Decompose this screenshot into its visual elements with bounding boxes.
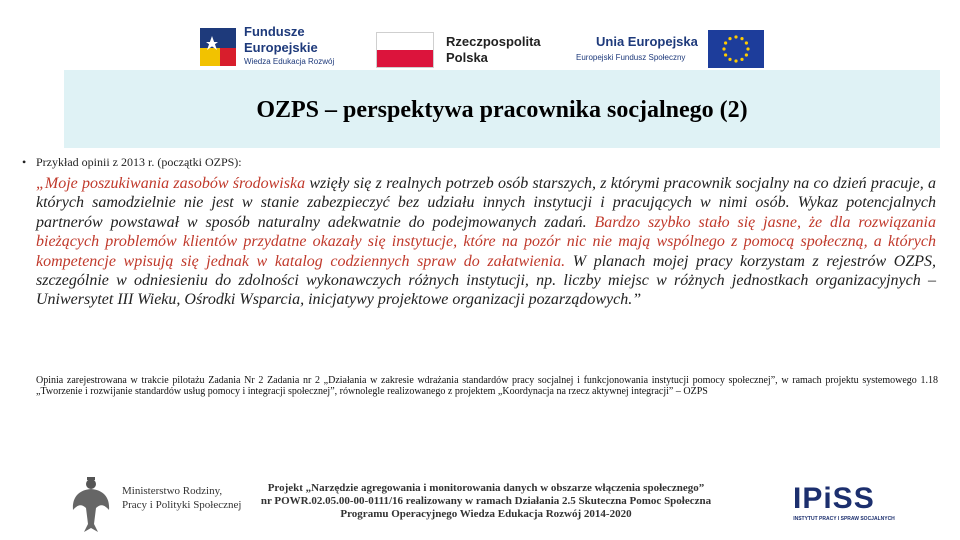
quote-highlight-2: Bardzo szybko stało się jasne, że dla rozwiązania bieżących problemów klientów przydatne okazały się instytucje, które na pozór nic nie mają wspólnego z pomocą społeczną, a których kompetencje wpisują się jednak w katalog codziennych spraw do załatwienia. bbox=[36, 213, 937, 270]
eu-star-icon bbox=[746, 47, 749, 50]
quote-text-2: W planach mojej pracy korzystam z rejestrów OZPS, szczególnie w odniesieniu do zdolności wykonawczych różnych instytucji, np. liczby miejsc w różnych jednostkach organizacyjnych – Uniwersytet III Wieku, Ośrodki Wsparcia, inicjatywy projektowe organizacji pozarządowych.” bbox=[36, 252, 936, 309]
source-note: Opinia zarejestrowana w trakcie pilotażu Zadania Nr 2 Zadania nr 2 „Działania w zakresie wdrażania standardów pracy socjalnej i funkcjonowania instytucji pomocy społecznej”, w ramach projektu systemowego 1.18 „Tworzenie i rozwijanie standardów usług pomocy i integracji społecznej”, równolegle realizowanego z projektem „Koordynacja na rzecz aktywnej integracji” – OZPS bbox=[36, 375, 938, 397]
page-title: OZPS – perspektywa pracownika socjalnego (2) bbox=[256, 97, 748, 123]
fe-logo-line3: Wiedza Edukacja Rozwój bbox=[244, 57, 335, 66]
quote-paragraph bbox=[36, 174, 936, 310]
ue-logo-line2: Europejski Fundusz Społeczny bbox=[576, 53, 686, 62]
eu-star-icon bbox=[724, 41, 727, 44]
ministry-line2: Pracy i Polityki Społecznej bbox=[122, 499, 242, 511]
eu-star-icon bbox=[740, 58, 743, 61]
quote-highlight-1: „Moje poszukiwania zasobów środowiska bbox=[36, 175, 306, 192]
ipiss-logo: IPiSS bbox=[793, 482, 875, 515]
polish-eagle-emblem-icon bbox=[70, 474, 112, 534]
eu-star-icon bbox=[734, 59, 737, 62]
project-info bbox=[256, 482, 716, 521]
fe-logo-line1: Fundusze bbox=[244, 24, 305, 39]
eu-star-icon bbox=[745, 41, 748, 44]
bullet-text: Przykład opinii z 2013 r. (początki OZPS): bbox=[36, 155, 242, 169]
eu-star-icon bbox=[740, 37, 743, 40]
eu-star-icon bbox=[728, 37, 731, 40]
eu-star-icon bbox=[745, 53, 748, 56]
quote-text-1: wzięły się z realnych potrzeb osób starszych, z którymi pracownik socjalny na co dzień pracuje, a których samodzielnie nie jest w stanie zabezpieczyć bez udziału innych instytucji i pracujących w nimi osób. Wykaz potencjalnych partnerów powstawał w sposób naturalny adekwatnie do podejmowanych zadań. bbox=[36, 175, 936, 231]
ipiss-subtitle: INSTYTUT PRACY I SPRAW SOCJALNYCH bbox=[793, 516, 895, 522]
logo-strip bbox=[0, 0, 960, 72]
project-line2: nr POWR.02.05.00-00-0111/16 realizowany w ramach Działania 2.5 Skuteczna Pomoc Społeczna bbox=[260, 495, 712, 507]
bullet-marker: • bbox=[22, 155, 27, 169]
title-band bbox=[64, 70, 940, 148]
fundusze-europejskie-logo-icon bbox=[196, 22, 238, 70]
fe-logo-line2: Europejskie bbox=[244, 40, 318, 55]
ministry-name bbox=[122, 484, 241, 512]
eu-star-icon bbox=[724, 53, 727, 56]
eu-star-icon bbox=[722, 47, 725, 50]
eu-star-icon bbox=[734, 35, 737, 38]
eu-star-icon bbox=[728, 58, 731, 61]
poland-flag-icon bbox=[376, 32, 434, 68]
rp-logo-line2: Polska bbox=[446, 50, 488, 65]
project-line3: Programu Operacyjnego Wiedza Edukacja Rozwój 2014-2020 bbox=[340, 508, 632, 520]
eu-flag-icon bbox=[708, 30, 764, 68]
ue-logo-line1: Unia Europejska bbox=[596, 34, 698, 49]
rp-logo-line1: Rzeczpospolita bbox=[446, 34, 541, 49]
project-line1: Projekt „Narzędzie agregowania i monitorowania danych w obszarze włączenia społecznego” bbox=[267, 482, 705, 494]
ministry-line1: Ministerstwo Rodziny, bbox=[122, 485, 223, 497]
